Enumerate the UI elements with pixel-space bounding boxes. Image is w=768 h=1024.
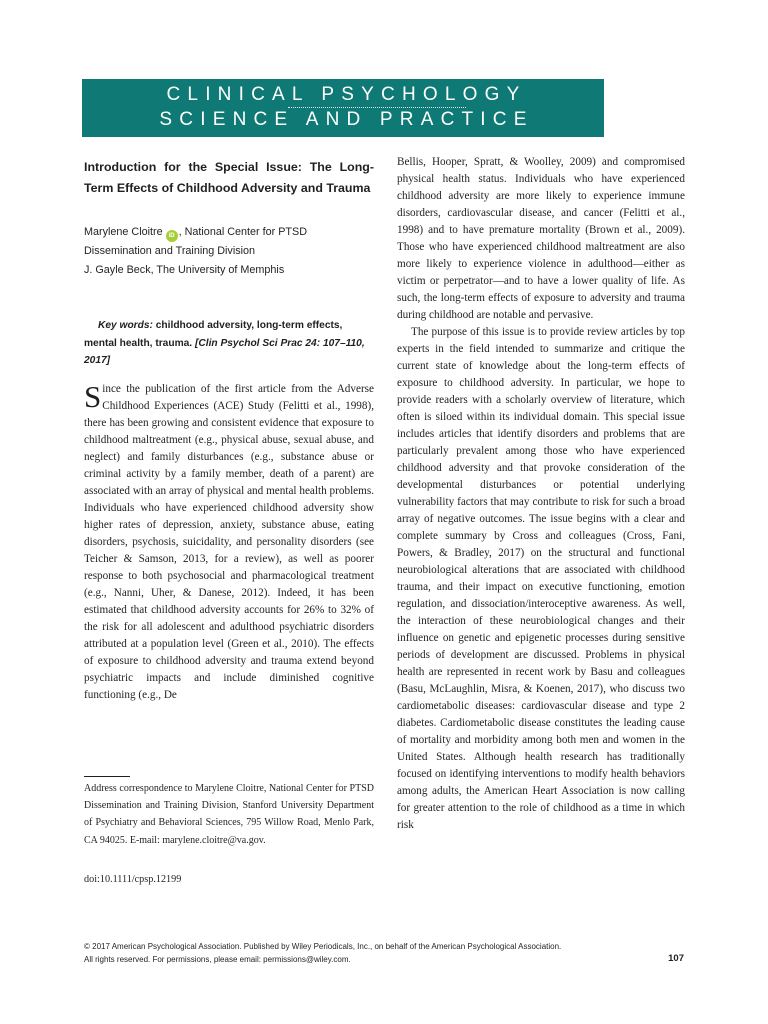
- body-left-text: ince the publication of the first article from the Adverse Childhood Experiences (ACE) Study (Felitti et al., 1998), there has been growing and consistent evidence that exposure to childhood maltreatment (e.g., physical abuse, sexual abuse, and neglect) and family disturbances (e.g., substance abuse or criminal activity by a family member, death of a parent) are associated with an array of physical and mental health problems. Individuals who have experienced childhood adversity show higher rates of depression, anxiety, substance abuse, eating disorders, psychosis, suicidality, and personality disorders (see Teicher & Samson, 2013, for a review), as well as poorer response to both psychosocial and pharmacological treatment (e.g., Nanni, Uher, & Danese, 2012). Indeed, it has been estimated that childhood adversity accounts for 26% to 32% of the risk for all adolescent and adulthood psychiatric disorders attributed at a population level (Green et al., 2010). The effects of exposure to childhood adversity and trauma extend beyond psychiatric impacts and include diminished cognitive functioning (e.g., De: [84, 383, 374, 701]
- banner-dotted-divider: [288, 107, 466, 108]
- keywords-block: [84, 317, 374, 370]
- page-number: 107: [668, 953, 684, 964]
- author2-line: J. Gayle Beck, The University of Memphis: [84, 264, 285, 276]
- keywords-label: Key words:: [98, 320, 153, 331]
- journal-name-line2: SCIENCE AND PRACTICE: [159, 109, 534, 130]
- drop-cap: S: [84, 379, 102, 414]
- author1-affiliation: , National Center for PTSD: [178, 226, 308, 238]
- copyright-notice: [84, 941, 664, 966]
- journal-banner: [82, 79, 604, 137]
- author1-affiliation-line2: Dissemination and Training Division: [84, 245, 256, 257]
- doi-link[interactable]: doi:10.1111/cpsp.12199: [84, 874, 182, 885]
- copyright-line2: All rights reserved. For permissions, please email: permissions@wiley.com.: [84, 954, 351, 964]
- author1-name: Marylene Cloitre: [84, 226, 163, 238]
- body-left-column: [84, 381, 374, 704]
- journal-name-line1: CLINICAL PSYCHOLOGY: [166, 84, 527, 105]
- orcid-icon[interactable]: iD: [166, 230, 178, 242]
- correspondence-footnote: Address correspondence to Marylene Cloitre, National Center for PTSD Dissemination and Training Division, Stanford University Department of Psychiatry and Behavioral Sciences, 795 Willow Road, Menlo Park, CA 94025. E-mail: marylene.cloitre@va.gov.: [84, 783, 374, 846]
- author1-line: [84, 222, 379, 242]
- article-title: Introduction for the Special Issue: The Long-Term Effects of Childhood Adversity and Trauma: [84, 160, 374, 195]
- body-right-paragraph-2: The purpose of this issue is to provide review articles by top experts in the field intended to summarize and critique the current state of knowledge about the long-term effects of exposure to childhood adversity. In particular, we hope to provide readers with a scholarly overview of literature, which often is siloed within its individual domain. This special issue includes articles that identify disorders and problems that are particularly prevalent among those who have experienced childhood adversity and that provoke consideration of the developmental disturbances or potential underlying vulnerability factors that may contribute to risk for such a broad array of negative outcomes. The issue begins with a clear and complete summary by Cross and colleagues (Cross, Fani, Powers, & Bradley, 2017) on the structural and functional neurobiological alterations that are associated with childhood trauma, and their impact on executive functioning, emotion regulation, and dissociation/interoceptive awareness. As well, the interaction of these neurobiological changes and their influence on genetic and epigenetic processes during sensitive periods of development are discussed. Problems in physical health are represented in recent work by Basu and colleagues (Basu, McLaughlin, Misra, & Koenen, 2017), who discuss two cardiometabolic diseases: cardiovascular disease and type 2 diabetes. Cardiometabolic disease constitutes the leading cause of mortality and morbidity among both men and women in the United States. Although health research has traditionally focused on identifying interventions to modify health behaviors among adults, the American Heart Association is now calling for greater attention to the role of childhood as a time in which risk: [397, 326, 685, 831]
- copyright-line1: © 2017 American Psychological Association. Published by Wiley Periodicals, Inc., on behalf of the American Psychological Association.: [84, 942, 562, 951]
- keywords-terms: childhood adversity, long-term effects, mental health, trauma.: [84, 320, 343, 349]
- body-right-paragraph-1: Bellis, Hooper, Spratt, & Woolley, 2009) and compromised physical health status. Individuals who have experienced childhood adversity are more likely to experience immune disorders, cardiovascular disease, and cancer (Felitti et al., 1998) and to have premature mortality (Brown et al., 2009). Those who have experienced childhood maltreatment are also more likely to experience violence in adulthood—either as victim or perpetrator—and to have a lower quality of life. As such, the long-term effects of exposure to adversity and trauma during childhood are notable and pervasive.: [397, 156, 685, 321]
- body-right-column: [397, 154, 685, 834]
- footnote-rule: [84, 776, 130, 777]
- citation-info: [Clin Psychol Sci Prac 24: 107–110, 2017]: [84, 337, 365, 366]
